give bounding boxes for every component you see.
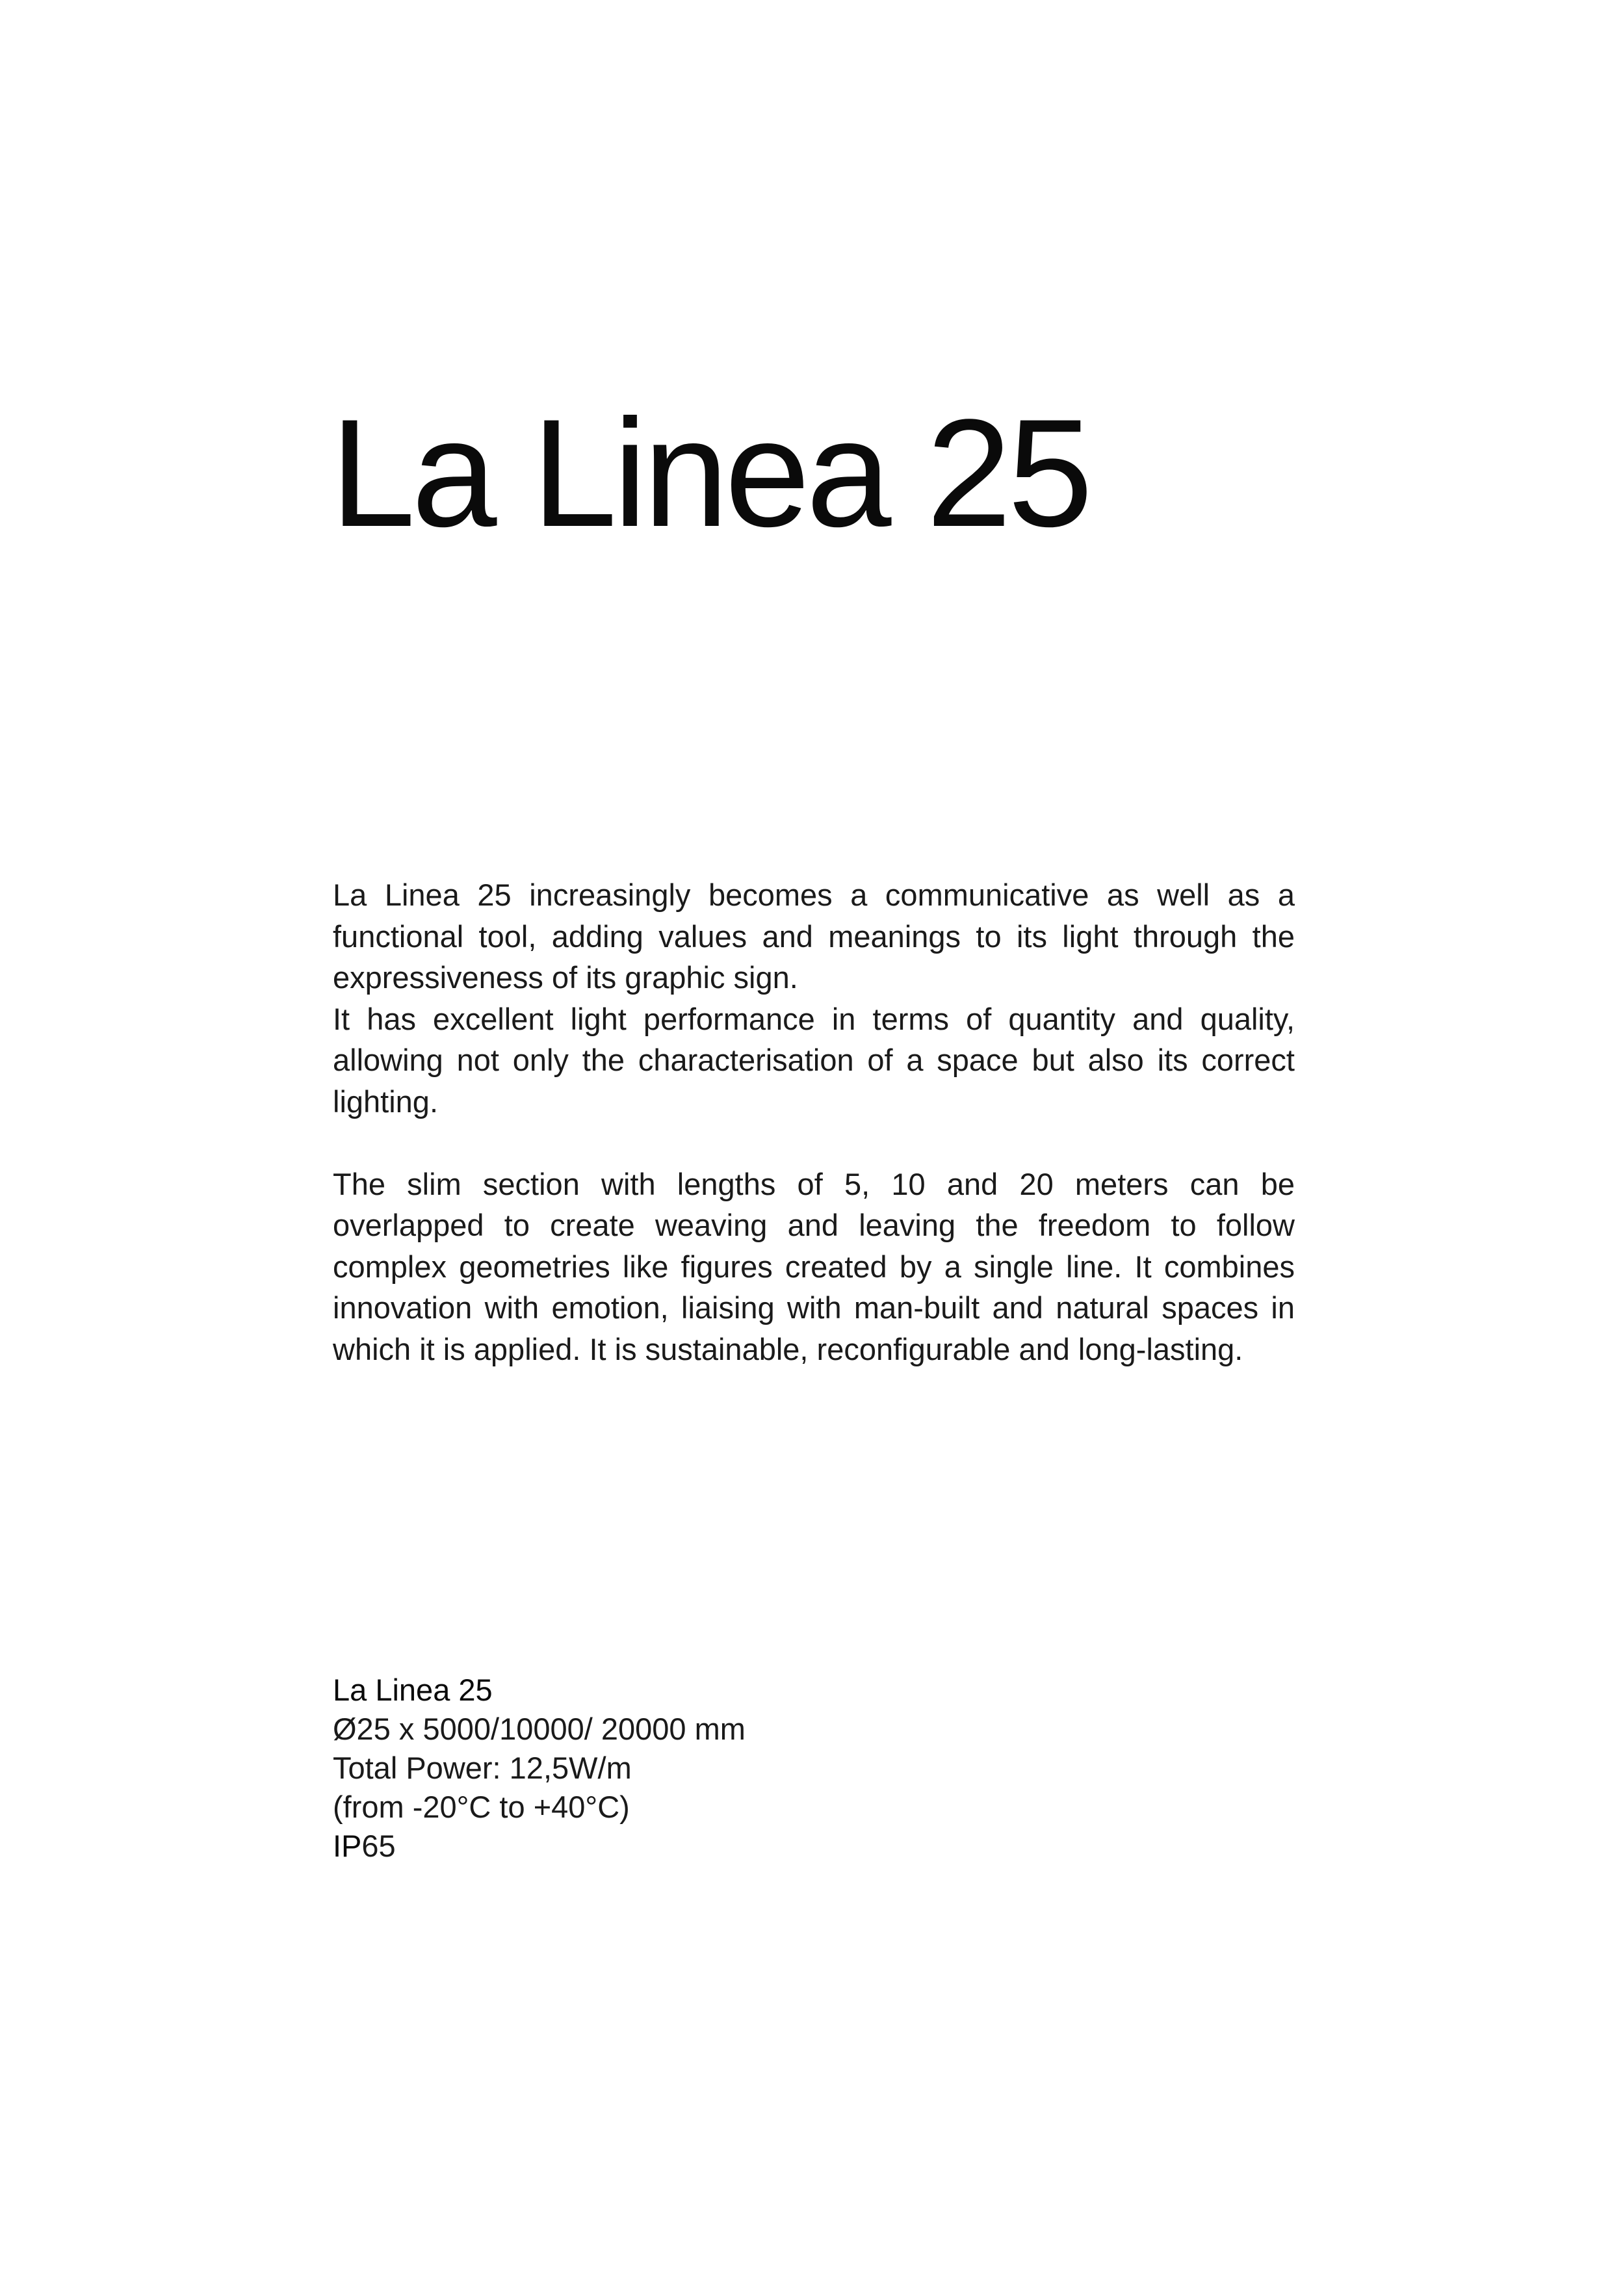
spec-ip-prefix: IP [333, 1829, 362, 1863]
spec-product-name: La Linea 25 [333, 1673, 493, 1707]
spec-power: Total Power: 12,5W/m [333, 1751, 632, 1785]
spec-ip-value: 65 [361, 1829, 396, 1863]
spec-dimensions: Ø25 x 5000/10000/ 20000 mm [333, 1712, 746, 1746]
page-title: La Linea 25 [330, 387, 1089, 559]
paragraph-intro: La Linea 25 increasingly becomes a communicative as well as a functional tool, adding values and meanings to its light through the expressiveness of its graphic sign. [333, 878, 1295, 995]
paragraph-performance: It has excellent light performance in terms of quantity and quality, allowing not only the characterisation of a space but also its correct lighting. [333, 1001, 1295, 1119]
paragraph-section: The slim section with lengths of 5, 10 and 20 meters can be overlapped to create weaving and leaving the freedom to follow complex geometries like figures created by a single line. It combines innovation with emotion, liaising with man-built and natural spaces in which it is applied. It is sustainable, reconfigurable and long-lasting. [333, 1166, 1295, 1366]
spec-block [333, 1671, 746, 1866]
spec-temperature: (from -20°C to +40°C) [333, 1790, 630, 1824]
spec-ip-rating [333, 1827, 746, 1866]
description [333, 874, 1295, 1370]
